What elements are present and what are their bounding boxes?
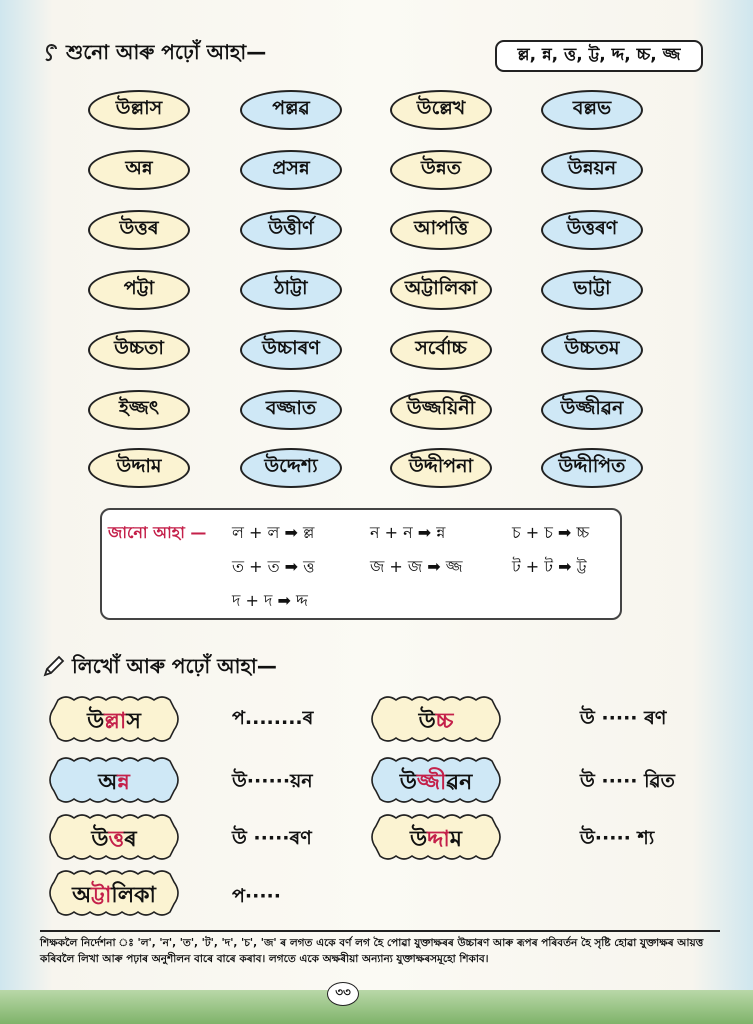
word-oval: ইজ্জৎ: [88, 390, 190, 430]
fill-in-blank[interactable]: প........ৰ: [232, 707, 314, 729]
write-section-title: লিখোঁ আৰু পঢ়োঁ আহা—: [42, 652, 277, 685]
conjunct-equation: ত + ত ➡ ত্ত: [232, 557, 315, 576]
page-number: ৩৩: [327, 982, 359, 1006]
word-oval: উন্নত: [390, 150, 492, 190]
word-oval: উত্তৰণ: [541, 210, 643, 250]
fill-in-blank[interactable]: উ ····· ৱিত: [580, 770, 675, 792]
word-oval: অট্টালিকা: [390, 270, 492, 310]
word-oval: উল্লাস: [88, 90, 190, 130]
know-box: [100, 508, 622, 620]
word-oval: উত্তৰ: [88, 210, 190, 250]
grass-decoration: [0, 990, 753, 1024]
word-oval: প্ৰসন্ন: [240, 150, 342, 190]
word-badge: অন্ন: [44, 755, 184, 805]
word-oval: উচ্চতম: [541, 330, 643, 370]
word-oval: সৰ্বোচ্চ: [390, 330, 492, 370]
word-badge: উদ্দাম: [366, 812, 506, 862]
conjunct-equation: ট + ট ➡ ট্ট: [512, 557, 587, 576]
word-oval: উজ্জীৱন: [541, 390, 643, 430]
fill-in-blank[interactable]: প·····: [232, 885, 281, 907]
word-badge: উত্তৰ: [44, 812, 184, 862]
fill-in-blank[interactable]: উ ·····ৰণ: [232, 827, 312, 849]
conjunct-equation: ল + ল ➡ ল্ল: [232, 523, 315, 542]
ear-icon: [42, 41, 62, 68]
word-oval: উদ্দাম: [88, 448, 190, 488]
word-oval: উজ্জয়িনী: [390, 390, 492, 430]
fill-in-blank[interactable]: উ······য়ন: [232, 770, 313, 792]
word-oval: উচ্চাৰণ: [240, 330, 342, 370]
know-label: জানো আহা —: [108, 523, 207, 542]
word-oval: উদ্দেশ্য: [240, 448, 342, 488]
fill-in-blank[interactable]: উ ····· ৰণ: [580, 707, 667, 729]
conjunct-equation: চ + চ ➡ চ্চ: [512, 523, 590, 542]
word-oval: উদ্দীপনা: [390, 448, 492, 488]
word-oval: ঠাট্টা: [240, 270, 342, 310]
fill-in-blank[interactable]: উ····· শ্য: [580, 827, 655, 849]
word-oval: উন্নয়ন: [541, 150, 643, 190]
word-badge: উল্লাস: [44, 694, 184, 744]
word-oval: উল্লেখ: [390, 90, 492, 130]
teacher-note: শিক্ষকলৈ নিৰ্দেশনা ঃ 'ল', 'ন', 'ত', 'ট', 'দ', 'চ', 'জ' ৰ লগত একে বৰ্ণ লগ হৈ পোৱা যুক্তাক্ষৰৰ উচ্চাৰণ আৰু ৰূপৰ পৰিবৰ্তন হৈ সৃষ্টি হোৱা যুক্তাক্ষৰ আয়ত্ত কৰিবলৈ লিখা আৰু পঢ়াৰ অনুশীলন বাৰে বাৰে কৰাব। লগতে একে অক্ষৰীয়া অন্যান্য যুক্তাক্ষৰসমূহো শিকাব।: [40, 930, 720, 967]
conjunct-equation: জ + জ ➡ জ্জ: [370, 557, 463, 576]
word-oval: আপত্তি: [390, 210, 492, 250]
word-oval: উদ্দীপিত: [541, 448, 643, 488]
pencil-icon: [42, 654, 66, 683]
word-oval: ভাট্টা: [541, 270, 643, 310]
word-badge: অট্টালিকা: [44, 868, 184, 918]
word-oval: বল্লভ: [541, 90, 643, 130]
conjunct-equation: ন + ন ➡ ন্ন: [370, 523, 446, 542]
word-oval: বজ্জাত: [240, 390, 342, 430]
conjunct-equation: দ + দ ➡ দ্দ: [232, 591, 308, 610]
section-title: শুনো আৰু পঢ়োঁ আহা—: [42, 38, 266, 71]
word-badge: উজ্জীৱন: [366, 755, 506, 805]
word-oval: পট্টা: [88, 270, 190, 310]
word-oval: উত্তীৰ্ণ: [240, 210, 342, 250]
conjunct-list-box: ল্ল, ন্ন, ত্ত, ট্ট, দ্দ, চ্চ, জ্জ: [495, 40, 703, 72]
word-oval: অন্ন: [88, 150, 190, 190]
word-oval: উচ্চতা: [88, 330, 190, 370]
word-badge: উচ্চ: [366, 694, 506, 744]
word-oval: পল্লৱ: [240, 90, 342, 130]
